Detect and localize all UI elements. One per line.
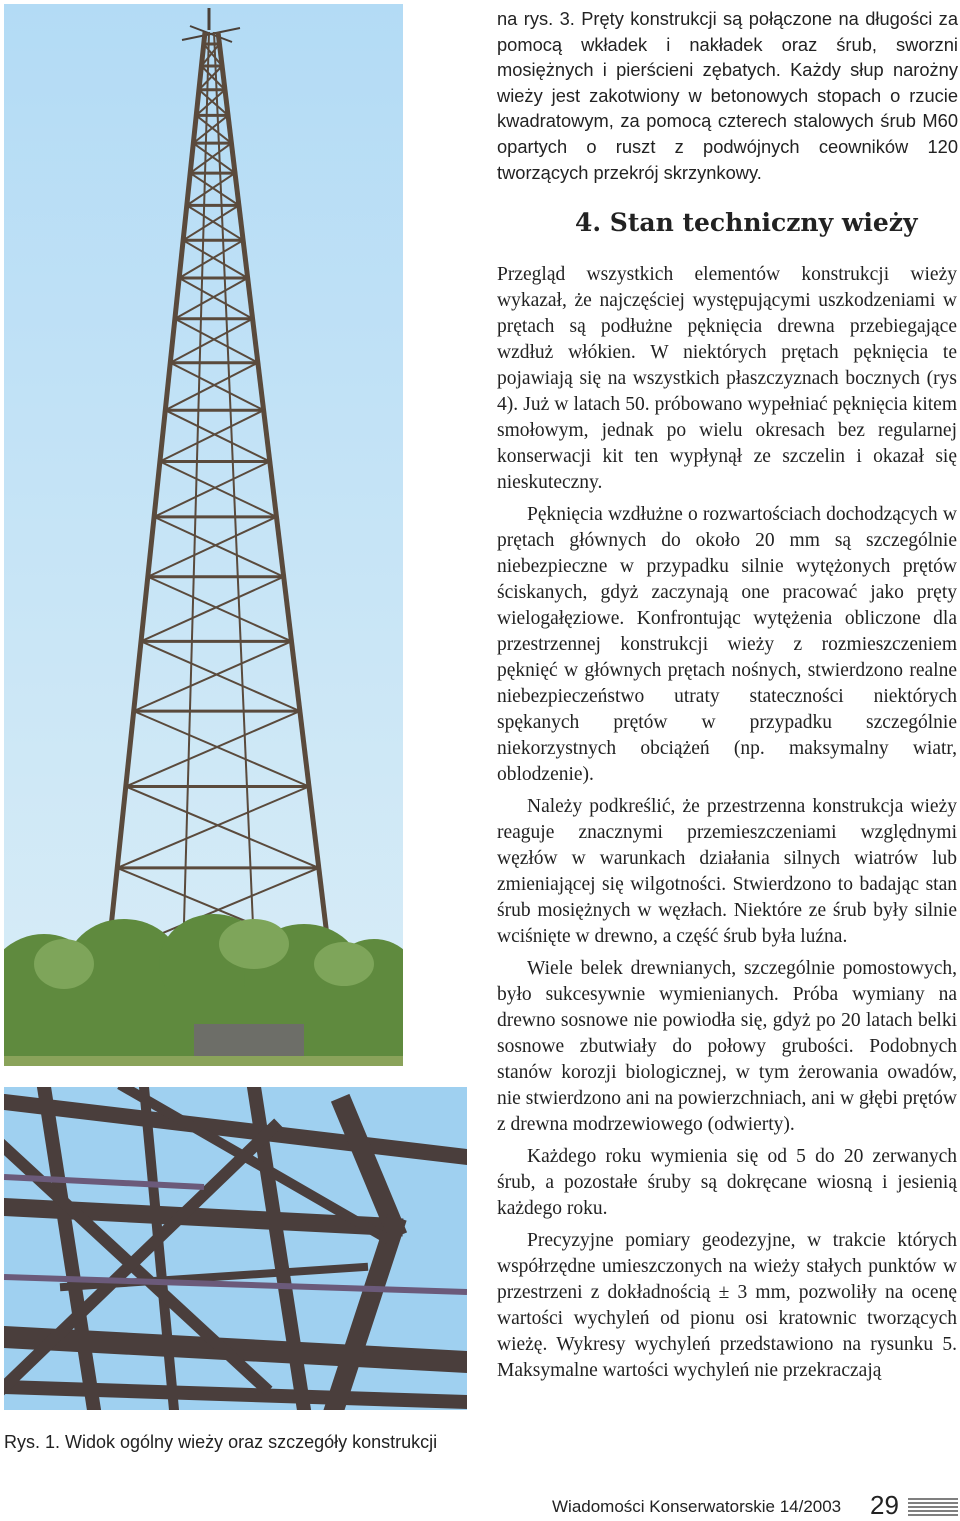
structure-detail-illustration <box>4 1087 467 1410</box>
figure-caption: Rys. 1. Widok ogólny wieży oraz szczegóły konstrukcji <box>4 1432 438 1452</box>
paragraph: Każdego roku wymienia się od 5 do 20 zerwanych śrub, a pozostałe śruby są dokręcane wiosną i jesienią każdego roku. <box>497 1146 957 1219</box>
detail-photo <box>4 1087 467 1410</box>
footer-stripes-icon <box>908 1497 958 1517</box>
paragraph: Wiele belek drewnianych, szczególnie pomostowych, było sukcesywnie wymienianych. Próba wymiany na drewno sosnowe nie powiodła się, gdyż po 20 latach belki sosnowe zbutwiały do połowy grubości. Podobnych stanów korozji biologicznej, w tym żerowania owadów, nie stwierdzono ani na powierzchniach, ani w głębi prętów z drewna modrzewiowego (odwierty). <box>497 958 957 1135</box>
page-number: 29 <box>870 1490 899 1520</box>
section-heading: 4. Stan techniczny wieży <box>575 208 918 237</box>
paragraph: Precyzyjne pomiary geodezyjne, w trakcie których współrzędne umieszczonych na wieży stałych punktów w przestrzeni z dokładnością ± 3 mm, pozwoliły na ocenę wartości wychyleń od pionu osi kratownic tworzących wieżę. Wykresy wychyleń przedstawiono na rysunku 5. Maksymalne wartości wychyleń nie przekraczają <box>497 1230 957 1381</box>
intro-paragraph: na rys. 3. Pręty konstrukcji są połączone na długości za pomocą wkładek i nakładek oraz śrub, sworzni mosiężnych i pierścieni zębatych. Każdy słup narożny wieży jest zakotwiony w betonowych stopach o rzucie kwadratowym, za pomocą czterech stalowych śrub M60 opartych o ruszt z podwójnych ceowników 120 tworzących przekrój skrzynkowy. <box>497 8 958 183</box>
paragraph: Przegląd wszystkich elementów konstrukcji wieży wykazał, że najczęściej występującymi uszkodzeniami w prętach są podłużne pęknięcia drewna przebiegające wzdłuż włókien. W niektórych prętach pęknięcia te pojawiają się na wszystkich płaszczyznach bocznych (rys 4). Już w latach 50. próbowano wypełniać pęknięcia kitem smołowym, jednak po wielu okresach bez regularnej konserwacji kit ten wypłynął ze szczelin i okazał się nieskuteczny. <box>497 264 957 493</box>
paragraph: Pęknięcia wzdłużne o rozwartościach dochodzących w prętach głównych do około 20 mm są szczególnie niebezpieczne w przypadku silnie wytężonych prętów ściskanych, gdyż zaczynają one pracować jako pręty wielogałęziowe. Konfrontując wytężenia obliczone dla przestrzennej konstrukcji wieży z rozmieszczeniem pęknięć w głównych prętach nośnych, stwierdzono realne niebezpieczeństwo utraty stateczności niektórych spękanych prętów w przypadku szczególnie niekorzystnych obciążeń (np. maksymalny wiatr, oblodzenie). <box>497 504 957 785</box>
body-text <box>497 262 957 1390</box>
paragraph: Należy podkreślić, że przestrzenna konstrukcja wieży reaguje znacznymi przemieszczeniami względnymi węzłów w warunkach działania silnych wiatrów lub zmieniającej się wilgotności. Stwierdzono to badając stan śrub mosiężnych w węzłach. Niektóre ze śrub były silnie wciśnięte w drewno, a część śrub była luźna. <box>497 796 957 947</box>
tower-photo <box>4 4 403 1066</box>
journal-name: Wiadomości Konserwatorskie 14/2003 <box>552 1497 842 1516</box>
tower-illustration <box>4 4 403 1066</box>
